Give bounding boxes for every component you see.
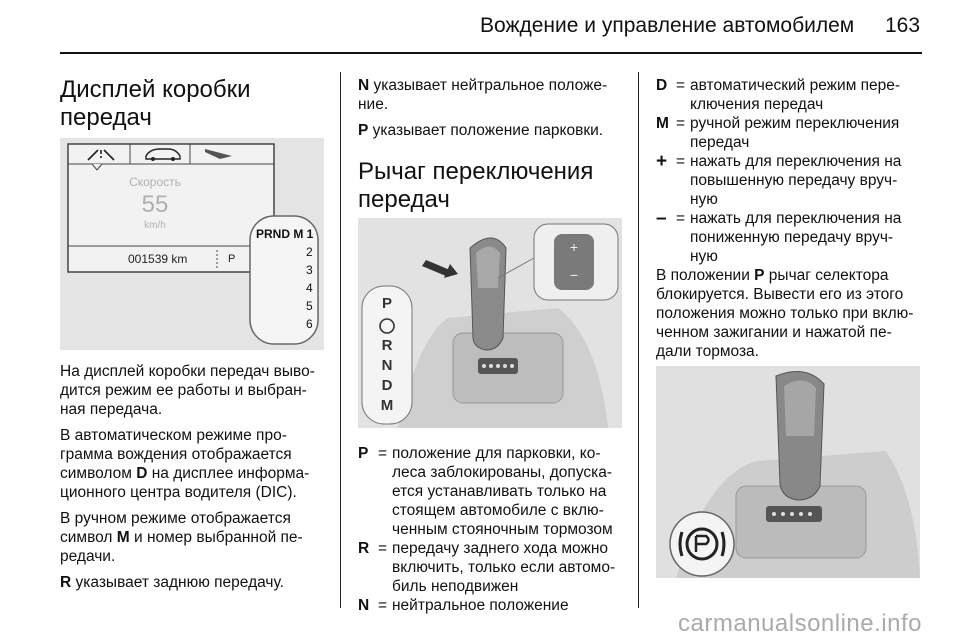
text-line: ционного центра водителя (DIC). (60, 484, 297, 501)
paragraph (656, 266, 924, 361)
paragraph (60, 509, 324, 566)
gear-lever-illustration (358, 218, 622, 428)
heading-line: Дисплей коробки (60, 76, 251, 103)
gear-number: 4 (306, 281, 313, 295)
heading-line: Рычаг переключения (358, 158, 594, 185)
paragraph (60, 426, 324, 502)
text-line: передачу заднего хода можно (392, 540, 609, 557)
definition-value (690, 76, 924, 114)
heading-line: передач (358, 186, 450, 213)
text-line: ется устанавливать только на (392, 483, 607, 500)
paragraph (60, 362, 324, 419)
odometer: 001539 km (128, 252, 188, 266)
gear-lever-closeup-illustration (656, 366, 920, 578)
paragraph (358, 76, 622, 114)
text-line: леса заблокированы, допуска- (392, 464, 613, 481)
text-line: пониженную передачу вруч- (690, 229, 894, 246)
running-header-title: Вождение и управление автомобилем (480, 14, 855, 37)
text-line: положение для парковки, ко- (392, 445, 601, 462)
gear-letter: D (381, 377, 393, 394)
text-line: ная передача. (60, 401, 163, 418)
text-line: ченном зажигании и нажатой пе- (656, 324, 892, 341)
col2-definitions (358, 444, 622, 615)
text-line: R указывает заднюю передачу. (60, 574, 284, 591)
section-heading-gear-display (60, 76, 324, 132)
definition-value (690, 209, 924, 266)
definition-value (392, 444, 622, 539)
parking-lock-figure (656, 366, 920, 578)
instrument-cluster-illustration (60, 138, 324, 350)
speed-unit: km/h (144, 220, 166, 231)
text-line: P указывает положение парковки. (358, 122, 604, 139)
definition-eq: = (378, 445, 388, 462)
gear-number: 3 (306, 263, 313, 277)
text-line: положения можно только при вклю- (656, 305, 914, 322)
definition-key: P (358, 445, 369, 462)
gear-callout-header: PRND M 1 (256, 227, 314, 241)
page-number: 163 (885, 14, 921, 37)
definition-key: M (656, 115, 669, 132)
text-line: включить, только если автомо- (392, 559, 616, 576)
col3-paragraph (656, 266, 924, 361)
definition-item (656, 209, 924, 266)
plus-icon: + (569, 239, 579, 255)
gear-number: 5 (306, 299, 313, 313)
speed-value: 55 (141, 191, 169, 218)
definition-value (392, 539, 622, 596)
definition-value (392, 596, 622, 615)
gear-letter: R (381, 337, 393, 354)
header-rule (60, 52, 922, 54)
section-heading-gear-lever (358, 158, 622, 214)
gear-number: 6 (306, 317, 313, 331)
text-line: редачи. (60, 548, 116, 565)
text-line: На дисплей коробки передач выво- (60, 363, 315, 380)
definition-key: R (358, 540, 370, 557)
definition-key: N (358, 597, 370, 614)
col1-body (60, 362, 324, 599)
text-line: ключения передач (690, 96, 824, 113)
paragraph (60, 573, 324, 592)
definition-eq: = (676, 153, 686, 170)
gear-display-figure (60, 138, 324, 350)
definition-item (656, 152, 924, 209)
text-line: дится режим ее работы и выбран- (60, 382, 307, 399)
definition-value (690, 152, 924, 209)
text-line: В автоматическом режиме про- (60, 427, 287, 444)
text-line: биль неподвижен (392, 578, 519, 595)
paragraph (358, 121, 622, 140)
arrow-icon (422, 260, 450, 276)
gear-number: 2 (306, 245, 313, 259)
column-divider-1 (340, 72, 341, 608)
definition-item (358, 596, 622, 615)
text-line: нажать для переключения на (690, 153, 902, 170)
text-line: блокируется. Вывести его из этого (656, 286, 904, 303)
col2-intro (358, 76, 622, 147)
gear-letter: P (381, 295, 393, 312)
text-line: ручной режим переключения (690, 115, 900, 132)
definition-item (656, 76, 924, 114)
definition-item (358, 539, 622, 596)
text-line: ченным стояночным тормозом (392, 521, 613, 538)
text-line: ние. (358, 96, 389, 113)
minus-icon: − (569, 267, 579, 283)
heading-line: передач (60, 104, 152, 131)
definition-key: D (656, 77, 668, 94)
text-line: стоящем автомобиле с вклю- (392, 502, 604, 519)
text-line: нажать для переключения на (690, 210, 902, 227)
gear-indicator-small: P (228, 253, 236, 265)
minus-icon: – (656, 208, 667, 229)
speed-label: Скорость (129, 175, 181, 189)
definition-value (690, 114, 924, 152)
definition-eq: = (676, 77, 686, 94)
definition-item (358, 444, 622, 539)
text-line: нейтральное положение (392, 597, 569, 614)
text-line: грамма вождения отображается (60, 446, 292, 463)
definition-eq: = (378, 597, 388, 614)
text-line: повышенную передачу вруч- (690, 172, 898, 189)
definition-eq: = (676, 115, 686, 132)
col3-definitions (656, 76, 924, 266)
text-line: В положении P рычаг селектора (656, 267, 889, 284)
definition-item (656, 114, 924, 152)
text-line: ную (690, 191, 718, 208)
column-divider-2 (638, 72, 639, 608)
text-line: символ M и номер выбранной пе- (60, 529, 303, 546)
text-line: В ручном режиме отображается (60, 510, 291, 527)
definition-eq: = (676, 210, 686, 227)
gear-letter: N (381, 357, 393, 374)
text-line: дали тормоза. (656, 343, 759, 360)
gear-letter: M (380, 397, 394, 414)
text-line: автоматический режим пере- (690, 77, 901, 94)
text-line: N указывает нейтральное положе- (358, 77, 608, 94)
text-line: ную (690, 248, 718, 265)
plus-icon: + (656, 151, 668, 172)
watermark: carmanualsonline.info (678, 610, 922, 637)
definition-eq: = (378, 540, 388, 557)
text-line: передач (690, 134, 750, 151)
text-line: символом D на дисплее информа- (60, 465, 310, 482)
gear-lever-figure (358, 218, 622, 428)
